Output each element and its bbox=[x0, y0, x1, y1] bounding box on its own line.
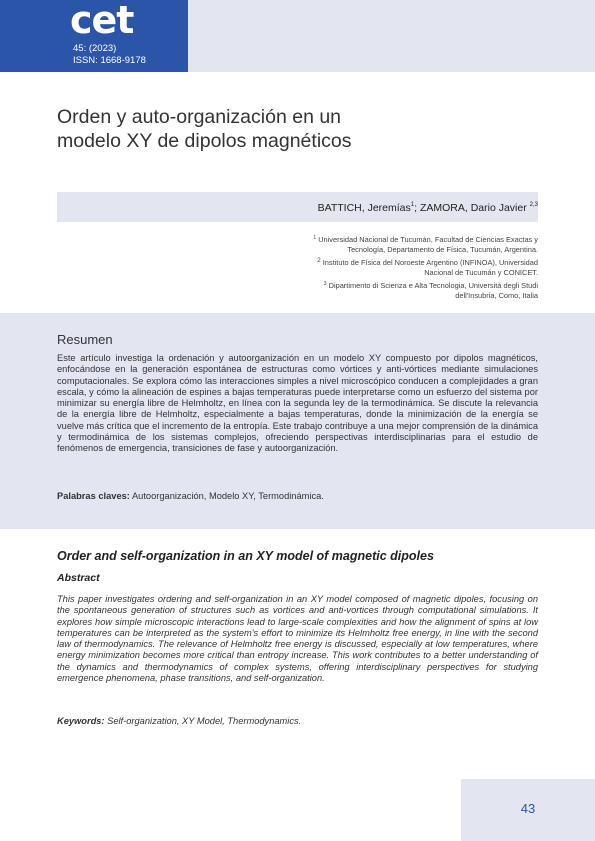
keywords-label: Keywords: bbox=[57, 716, 105, 726]
journal-issue-info bbox=[73, 43, 146, 67]
journal-header-block bbox=[0, 0, 188, 72]
abstract-heading: Abstract bbox=[57, 572, 100, 584]
palabras-claves bbox=[57, 491, 538, 502]
author-2-affiliation-mark: 2,3 bbox=[529, 202, 538, 208]
author-1-affiliation-mark: 1 bbox=[410, 202, 415, 208]
affiliation-2-line-1: Instituto de Física del Noroeste Argentino (INFINOA), Universidad bbox=[322, 257, 538, 267]
issn: ISSN: 1668-9178 bbox=[73, 55, 146, 66]
affiliation-2-line-2: Nacional de Tucumán y CONICET. bbox=[424, 268, 538, 278]
affiliation-1-line-2: Tecnología, Departamento de Física, Tucumán, Argentina. bbox=[347, 245, 538, 255]
page-number-box bbox=[461, 779, 595, 841]
affiliation-1-line-1: Universidad Nacional de Tucumán, Facultad de Ciencias Exactas y bbox=[318, 235, 538, 244]
keywords bbox=[57, 716, 538, 727]
affiliation-3-line-1: Dipartimento di Scienza e Alta Tecnologia, Università degli Studi bbox=[328, 280, 538, 290]
resumen-heading: Resumen bbox=[57, 332, 113, 347]
author-list bbox=[318, 202, 538, 214]
palabras-claves-values: Autoorganización, Modelo XY, Termodinámica. bbox=[129, 491, 324, 501]
author-1-name: BATTICH, Jeremías bbox=[317, 202, 411, 214]
affiliation-3-line-2: dell'Insubria, Como, Italia bbox=[455, 291, 538, 301]
title-line-2: modelo XY de dipolos magnéticos bbox=[57, 130, 352, 152]
affiliations bbox=[238, 233, 538, 301]
palabras-claves-label: Palabras claves: bbox=[57, 491, 130, 501]
journal-logo: cet bbox=[70, 0, 134, 42]
page-number: 43 bbox=[520, 801, 536, 816]
affiliation-2-number: 2 bbox=[317, 256, 321, 264]
title-line-1: Orden y auto-organización en un bbox=[57, 106, 342, 128]
affiliation-2 bbox=[238, 256, 538, 268]
affiliation-1-number: 1 bbox=[313, 235, 317, 241]
resumen-body: Este artículo investiga la ordenación y autoorganización en un modelo XY compuesto por dipolos magnéticos, enfocándose en la generación espontánea de estructuras como vórtices y anti-vórtices mediante simulaciones computacionales. Se explora cómo las interacciones simples a nivel microscópico conducen a complejidades a gran escala, y cómo la alineación de espines a bajas temperaturas puede interpretarse como un esfuerzo del sistema por minimizar su energía libre de Helmholtz, en línea con la segunda ley de la termodinámica. Se discute la relevancia de la energía libre de Helmholtz, especialmente a bajas temperaturas, donde la minimización de la energía se vuelve más crítica que el incremento de la entropía. Este trabajo contribuye a una mejor comprensión de la dinámica y termodinámica de los sistemas complejos, ofreciendo perspectivas interdisciplinarias para el estudio de fenómenos de emergencia, transiciones de fase y autoorganización. bbox=[57, 353, 538, 454]
affiliation-3-number: 3 bbox=[323, 280, 327, 287]
header-strip bbox=[188, 0, 595, 72]
volume-year: 45: (2023) bbox=[73, 43, 117, 54]
affiliation-1 bbox=[238, 233, 538, 245]
english-title: Order and self-organization in an XY model of magnetic dipoles bbox=[57, 549, 434, 563]
affiliation-3 bbox=[238, 279, 538, 291]
keywords-values: Self-organization, XY Model, Thermodynamics. bbox=[104, 716, 302, 726]
abstract-body: This paper investigates ordering and self-organization in an XY model composed of magnetic dipoles, focusing on the spontaneous generation of structures such as vortices and anti-vortices through computational simulations. It explores how simple microscopic interactions lead to large-scale complexities and how the alignment of spins at low temperatures can be interpreted as the system's effort to minimize its Helmholtz free energy, in line with the second law of thermodynamics. The relevance of Helmholtz free energy is discussed, especially at low temperatures, where energy minimization becomes more critical than entropy increase. This work contributes to a better understanding of the dynamics and thermodynamics of complex systems, offering interdisciplinary perspectives for studying emergence phenomena, phase transitions, and self-organization. bbox=[57, 594, 538, 684]
author-2-name: ; ZAMORA, Dario Javier bbox=[414, 202, 530, 214]
article-title bbox=[57, 105, 477, 153]
author-band bbox=[57, 192, 538, 222]
